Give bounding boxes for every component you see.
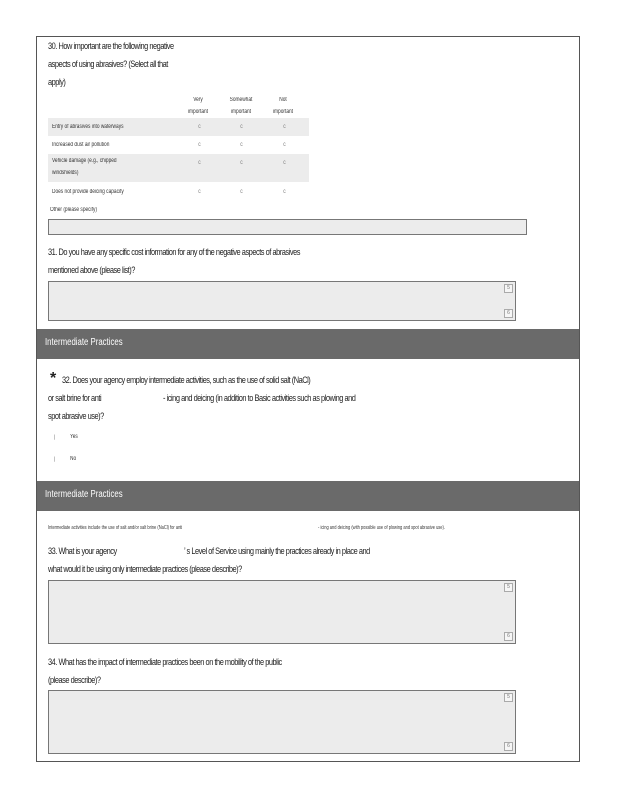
other-specify-label: Other (please specify) <box>50 207 97 213</box>
required-asterisk: * <box>50 370 57 387</box>
radio-not-important[interactable]: c <box>283 160 286 166</box>
scroll-up-button[interactable]: 5 <box>504 284 513 293</box>
radio-somewhat-important[interactable]: c <box>240 124 243 130</box>
intro-text-part1: Intermediate activities include the use of salt and/or salt brine (NaCl) for anti <box>48 525 183 531</box>
q31-text-line2: mentioned above (please list)? <box>48 265 135 276</box>
row-label-line1: Vehicle damage (e.g., chipped <box>52 158 117 164</box>
row-label: Increased dust air pollution <box>52 142 110 148</box>
col-header-not-important: Not important <box>272 97 293 115</box>
radio-somewhat-important[interactable]: c <box>240 160 243 166</box>
q33-text-line1a: 33. What is your agency <box>48 546 117 557</box>
q34-textarea[interactable] <box>48 690 516 754</box>
radio-somewhat-important[interactable]: c <box>240 189 243 195</box>
option-no-label: No <box>70 456 77 462</box>
q30-text-line3: apply) <box>48 77 66 88</box>
scroll-down-button[interactable]: 6 <box>504 309 513 318</box>
scroll-down-button[interactable]: 6 <box>504 742 513 751</box>
q32-text-line3: spot abrasive use)? <box>48 411 104 422</box>
radio-very-important[interactable]: c <box>198 124 201 130</box>
radio-not-important[interactable]: c <box>283 124 286 130</box>
section-title: Intermediate Practices <box>45 489 123 500</box>
q34-text-line2: (please describe)? <box>48 675 101 686</box>
q33-text-line1b: ’ s Level of Service using mainly the practices already in place and <box>184 546 370 557</box>
textarea-scrollbar[interactable] <box>504 691 515 753</box>
option-yes-label: Yes <box>70 434 78 440</box>
col-header-somewhat-important: Somewhat important <box>229 97 253 115</box>
q31-textarea[interactable] <box>48 281 516 321</box>
q31-text-line1: 31. Do you have any specific cost information for any of the negative aspects of abrasives <box>48 247 300 258</box>
matrix-row-dust-pollution <box>48 136 309 154</box>
q33-textarea[interactable] <box>48 580 516 644</box>
matrix-row-waterways <box>48 118 309 136</box>
section-header-intermediate-practices <box>37 329 579 359</box>
q30-text-line1: 30. How important are the following negative <box>48 41 174 52</box>
scroll-up-button[interactable]: 5 <box>504 583 513 592</box>
q34-text-line1: 34. What has the impact of intermediate practices been on the mobility of the public <box>48 657 282 668</box>
row-label-line2: windshields) <box>52 170 79 176</box>
section-header-intermediate-practices-2 <box>37 481 579 511</box>
other-specify-input[interactable] <box>48 219 527 235</box>
row-label: Entry of abrasives into waterways <box>52 124 124 130</box>
radio-very-important[interactable]: c <box>198 189 201 195</box>
radio-not-important[interactable]: c <box>283 142 286 148</box>
radio-yes[interactable]: j <box>54 434 56 440</box>
q32-text-line1: 32. Does your agency employ intermediate activities, such as the use of solid salt (NaCl) <box>62 375 311 386</box>
col-header-very-important: Very important <box>187 97 208 115</box>
radio-very-important[interactable]: c <box>198 142 201 148</box>
q30-text-line2: aspects of using abrasives? (Select all that <box>48 59 168 70</box>
q33-text-line2: what would it be using only intermediate practices (please describe)? <box>48 564 242 575</box>
q32-text-line2b: - icing and deicing (in addition to Basic activities such as plowing and <box>163 393 356 404</box>
radio-no[interactable]: j <box>54 456 56 462</box>
intro-text-part2: - icing and deicing (with possible use of plowing and spot abrasive use). <box>318 525 445 531</box>
section-title: Intermediate Practices <box>45 337 123 348</box>
radio-somewhat-important[interactable]: c <box>240 142 243 148</box>
radio-very-important[interactable]: c <box>198 160 201 166</box>
scroll-up-button[interactable]: 5 <box>504 693 513 702</box>
matrix-row-vehicle-damage <box>48 154 309 182</box>
scroll-down-button[interactable]: 6 <box>504 632 513 641</box>
radio-not-important[interactable]: c <box>283 189 286 195</box>
q32-text-line2a: or salt brine for anti <box>48 393 102 404</box>
textarea-scrollbar[interactable] <box>504 581 515 643</box>
textarea-scrollbar[interactable] <box>504 282 515 320</box>
row-label: Does not provide deicing capacity <box>52 189 124 195</box>
matrix-row-deicing-capacity <box>48 183 309 201</box>
